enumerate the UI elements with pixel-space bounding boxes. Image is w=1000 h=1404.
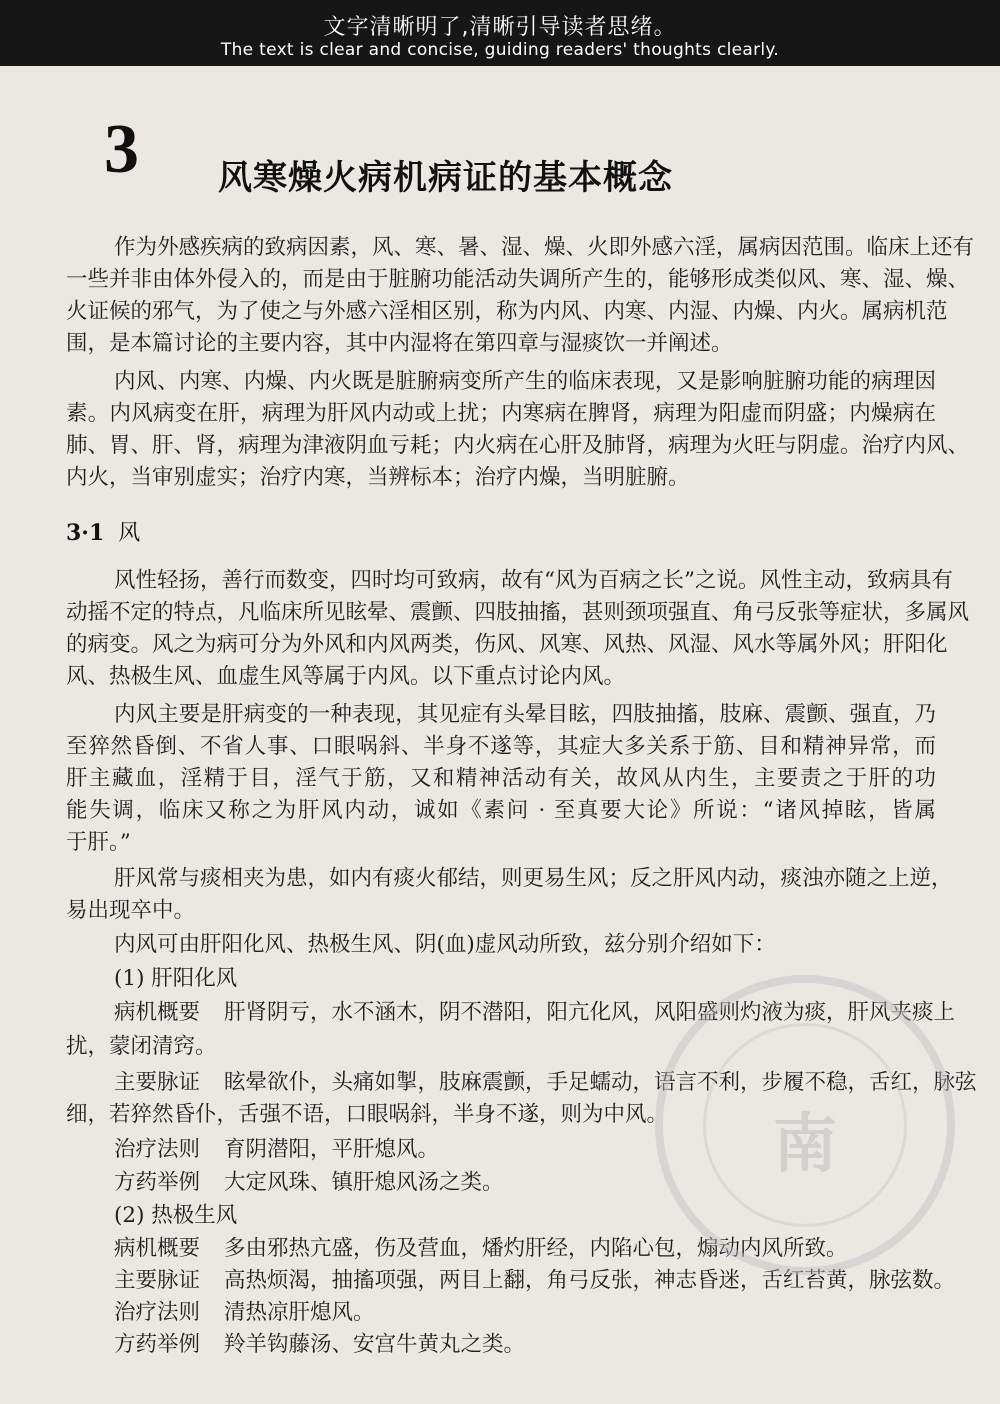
detail-row [114, 1168, 504, 1198]
detail-key: 病机概要 [114, 1000, 201, 1025]
detail-key: 方药举例 [114, 1170, 201, 1195]
body-line: 的病变。风之为病可分为外风和内风两类，伤风、风寒、风热、风湿、风水等属外风；肝阳化 [66, 632, 948, 657]
detail-value: 大定风珠、镇肝熄风汤之类。 [224, 1170, 504, 1195]
body-line: 易出现卒中。 [66, 898, 196, 923]
body-line: 内风可由肝阳化风、热极生风、阴(血)虚风动所致，兹分别介绍如下： [114, 932, 776, 957]
detail-row [114, 1298, 375, 1328]
body-line: 能失调，临床又称之为肝风内动，诚如《素问 · 至真要大论》所说：“诸风掉眩，皆属 [66, 798, 936, 823]
detail-key: 治疗法则 [114, 1300, 201, 1325]
caption-chinese: 文字清晰明了,清晰引导读者思绪。 [323, 15, 677, 40]
intro-line: 素。内风病变在肝，病理为肝风内动或上扰；内寒病在脾肾，病理为阳虚而阴盛；内燥病在 [66, 401, 936, 426]
stamp-text: 南 [773, 1107, 837, 1182]
detail-key: 主要脉证 [114, 1070, 201, 1095]
caption-english: The text is clear and concise, guiding readers' thoughts clearly. [220, 40, 780, 60]
body-line: 肝主藏血，淫精于目，淫气于筋，又和精神活动有关，故风从内生，主要责之于肝的功 [66, 766, 936, 791]
subheading-extreme-heat: (2) 热极生风 [114, 1203, 238, 1228]
detail-row [66, 1032, 217, 1062]
chapter-title: 风寒燥火病机病证的基本概念 [218, 158, 673, 198]
detail-value: 肝肾阴亏，水不涵木，阴不潜阳，阳亢化风，风阳盛则灼液为痰，肝风夹痰上 [224, 1000, 956, 1025]
detail-value: 扰，蒙闭清窍。 [66, 1034, 217, 1059]
detail-row [114, 1330, 525, 1360]
body-line: 内风主要是肝病变的一种表现，其见症有头晕目眩，四肢抽搐，肢麻、震颤、强直，乃 [114, 702, 936, 727]
body-line: 肝风常与痰相夹为患，如内有痰火郁结，则更易生风；反之肝风内动，痰浊亦随之上逆， [114, 866, 953, 891]
intro-line: 肺、胃、肝、肾，病理为津液阴血亏耗；内火病在心肝及肺肾，病理为火旺与阴虚。治疗内风、 [66, 433, 970, 458]
detail-row [66, 1100, 668, 1130]
watermark-stamp [655, 975, 955, 1275]
body-line: 风、热极生风、血虚生风等属于内风。以下重点讨论内风。 [66, 664, 626, 689]
body-line: 动摇不定的特点，凡临床所见眩晕、震颤、四肢抽搐，甚则颈项强直、角弓反张等症状，多属风 [66, 600, 970, 625]
detail-key: 方药举例 [114, 1332, 201, 1357]
intro-line: 作为外感疾病的致病因素，风、寒、暑、湿、燥、火即外感六淫，属病因范围。临床上还有 [114, 235, 975, 260]
detail-value: 高热烦渴，抽搐项强，两目上翻，角弓反张，神志昏迷，舌红苔黄，脉弦数。 [224, 1268, 956, 1293]
intro-line: 内风、内寒、内燥、内火既是脏腑病变所产生的临床表现，又是影响脏腑功能的病理因 [114, 369, 936, 394]
body-line: 风性轻扬，善行而数变，四时均可致病，故有“风为百病之长”之说。风性主动，致病具有 [114, 568, 953, 593]
section-heading [66, 516, 140, 547]
detail-value: 清热凉肝熄风。 [224, 1300, 375, 1325]
detail-value: 羚羊钩藤汤、安宫牛黄丸之类。 [224, 1332, 526, 1357]
detail-value: 多由邪热亢盛，伤及营血，燔灼肝经，内陷心包，煽动内风所致。 [224, 1236, 848, 1261]
detail-value: 眩晕欲仆，头痛如掣，肢麻震颤，手足蠕动，语言不利，步履不稳，舌红，脉弦 [224, 1070, 977, 1095]
body-line: 至猝然昏倒、不省人事、口眼㖞斜、半身不遂等，其症大多关系于筋、目和精神异常，而 [66, 734, 936, 759]
caption-banner [0, 0, 1000, 66]
detail-row [114, 1135, 439, 1165]
subheading-liver-yang: (1) 肝阳化风 [114, 966, 238, 991]
detail-key: 主要脉证 [114, 1268, 201, 1293]
intro-line: 内火，当审别虚实；治疗内寒，当辨标本；治疗内燥，当明脏腑。 [66, 465, 690, 490]
intro-line: 火证候的邪气，为了使之与外感六淫相区别，称为内风、内寒、内湿、内燥、内火。属病机范 [66, 299, 948, 324]
intro-line: 围，是本篇讨论的主要内容，其中内湿将在第四章与湿痰饮一并阐述。 [66, 331, 733, 356]
detail-key: 病机概要 [114, 1236, 201, 1261]
detail-key: 治疗法则 [114, 1137, 201, 1162]
section-number: 3·1 [66, 520, 105, 546]
intro-line: 一些并非由体外侵入的，而是由于脏腑功能活动失调所产生的，能够形成类似风、寒、湿、燥、 [66, 267, 970, 292]
detail-value: 育阴潜阳，平肝熄风。 [224, 1137, 440, 1162]
body-line: 于肝。” [66, 830, 131, 855]
chapter-number: 3 [104, 111, 139, 188]
section-label: 风 [118, 521, 141, 546]
detail-value: 细，若猝然昏仆，舌强不语，口眼㖞斜，半身不遂，则为中风。 [66, 1102, 669, 1127]
